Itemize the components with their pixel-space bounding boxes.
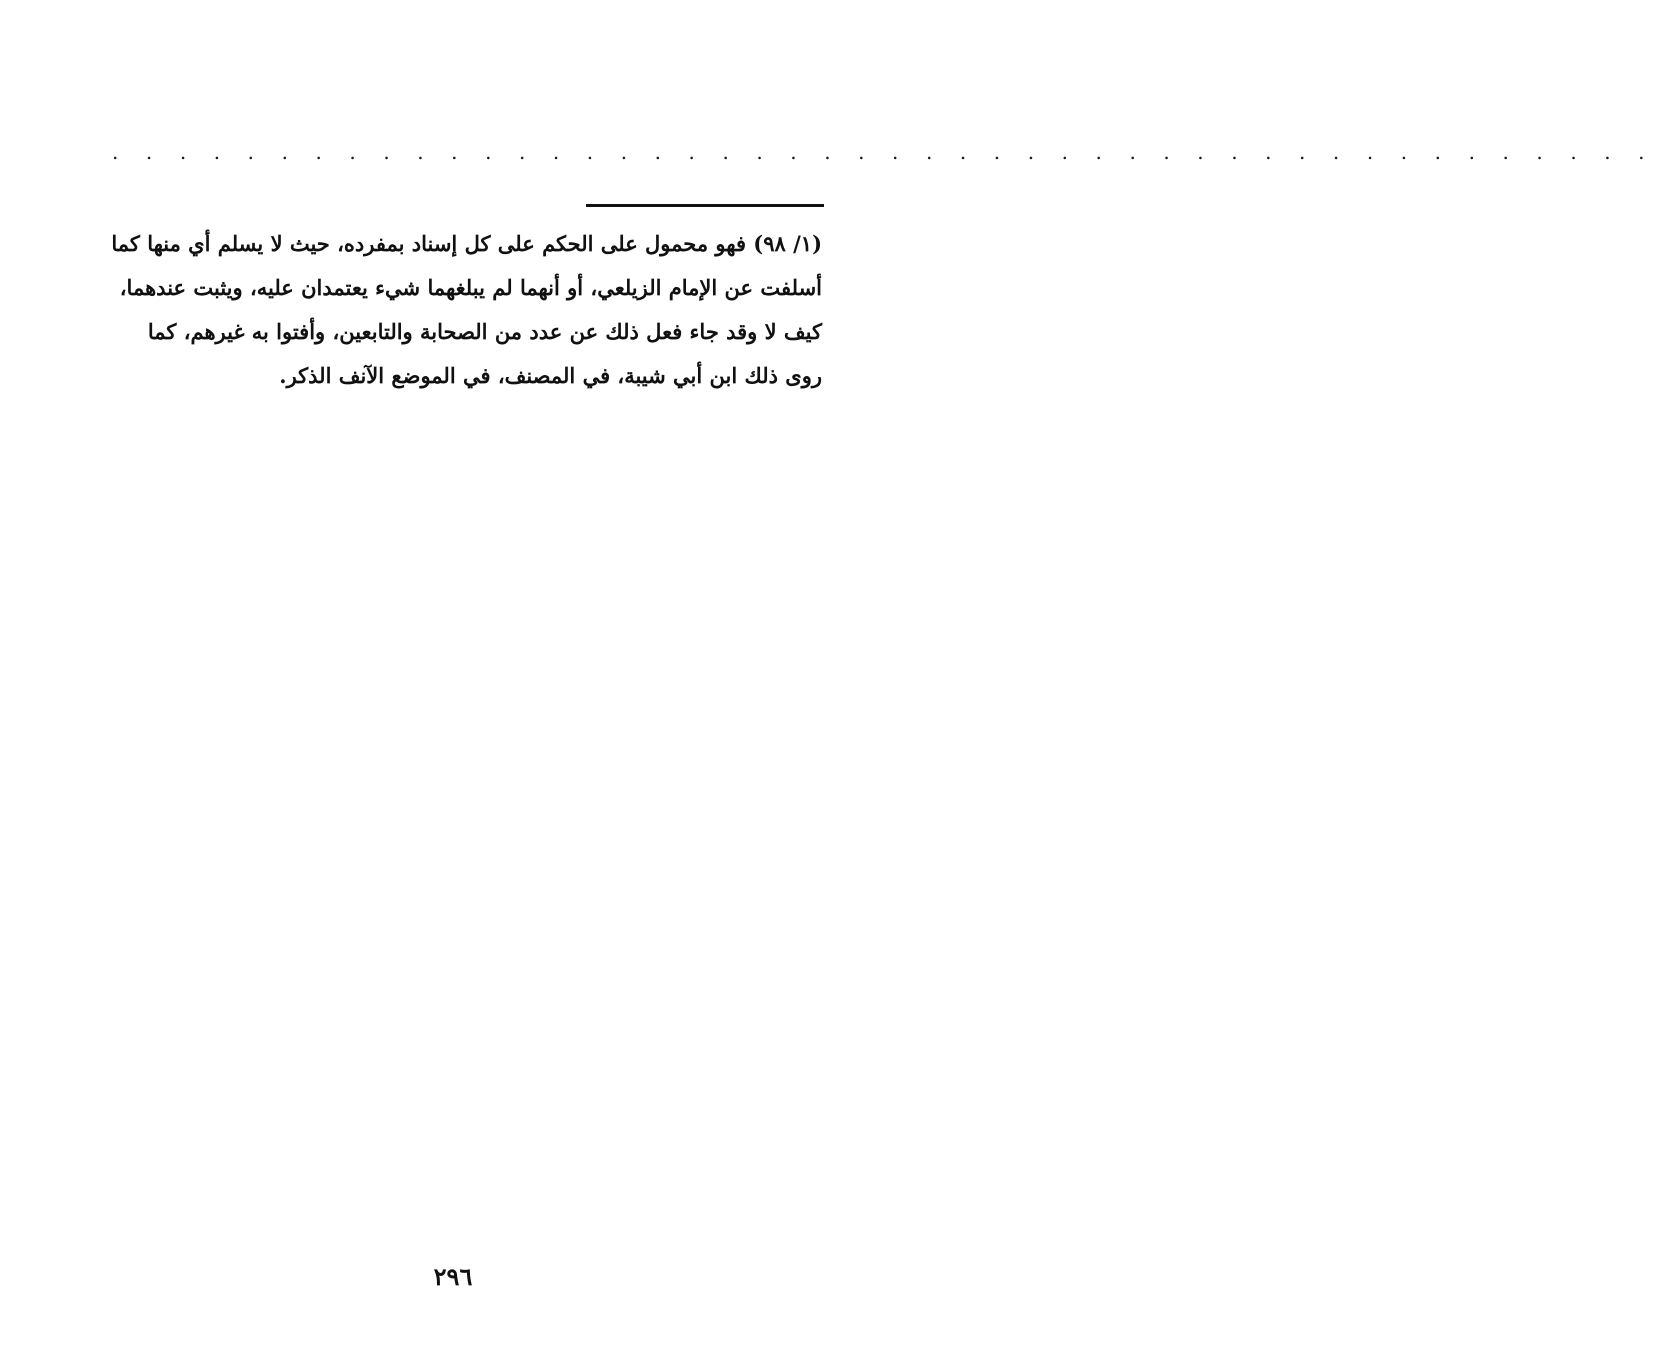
footnote [100, 222, 822, 398]
footnote-line: كيف لا وقد جاء فعل ذلك عن عدد من الصحابة والتابعين، وأفتوا به غيرهم، كما [147, 319, 822, 344]
footnote-line: أسلفت عن الإمام الزيلعي، أو أنهما لم يبلغهما شيء يعتمدان عليه، ويثبت عندهما، [119, 275, 822, 300]
footnote-line: روى ذلك ابن أبي شيبة، في المصنف، في الموضع الآنف الذكر. [279, 363, 822, 388]
ellipsis-separator: . . . . . . . . . . . . . . . . . . . . . . . . . . . . . . . . . . . . . . . . . . . . . . [112, 140, 1655, 164]
footnote-line: (١/ ٩٨) فهو محمول على الحكم على كل إسناد بمفرده، حيث لا يسلم أي منها كما [111, 231, 822, 256]
page-number: ٢٩٦ [433, 1262, 473, 1291]
footnote-separator-rule [586, 204, 824, 207]
